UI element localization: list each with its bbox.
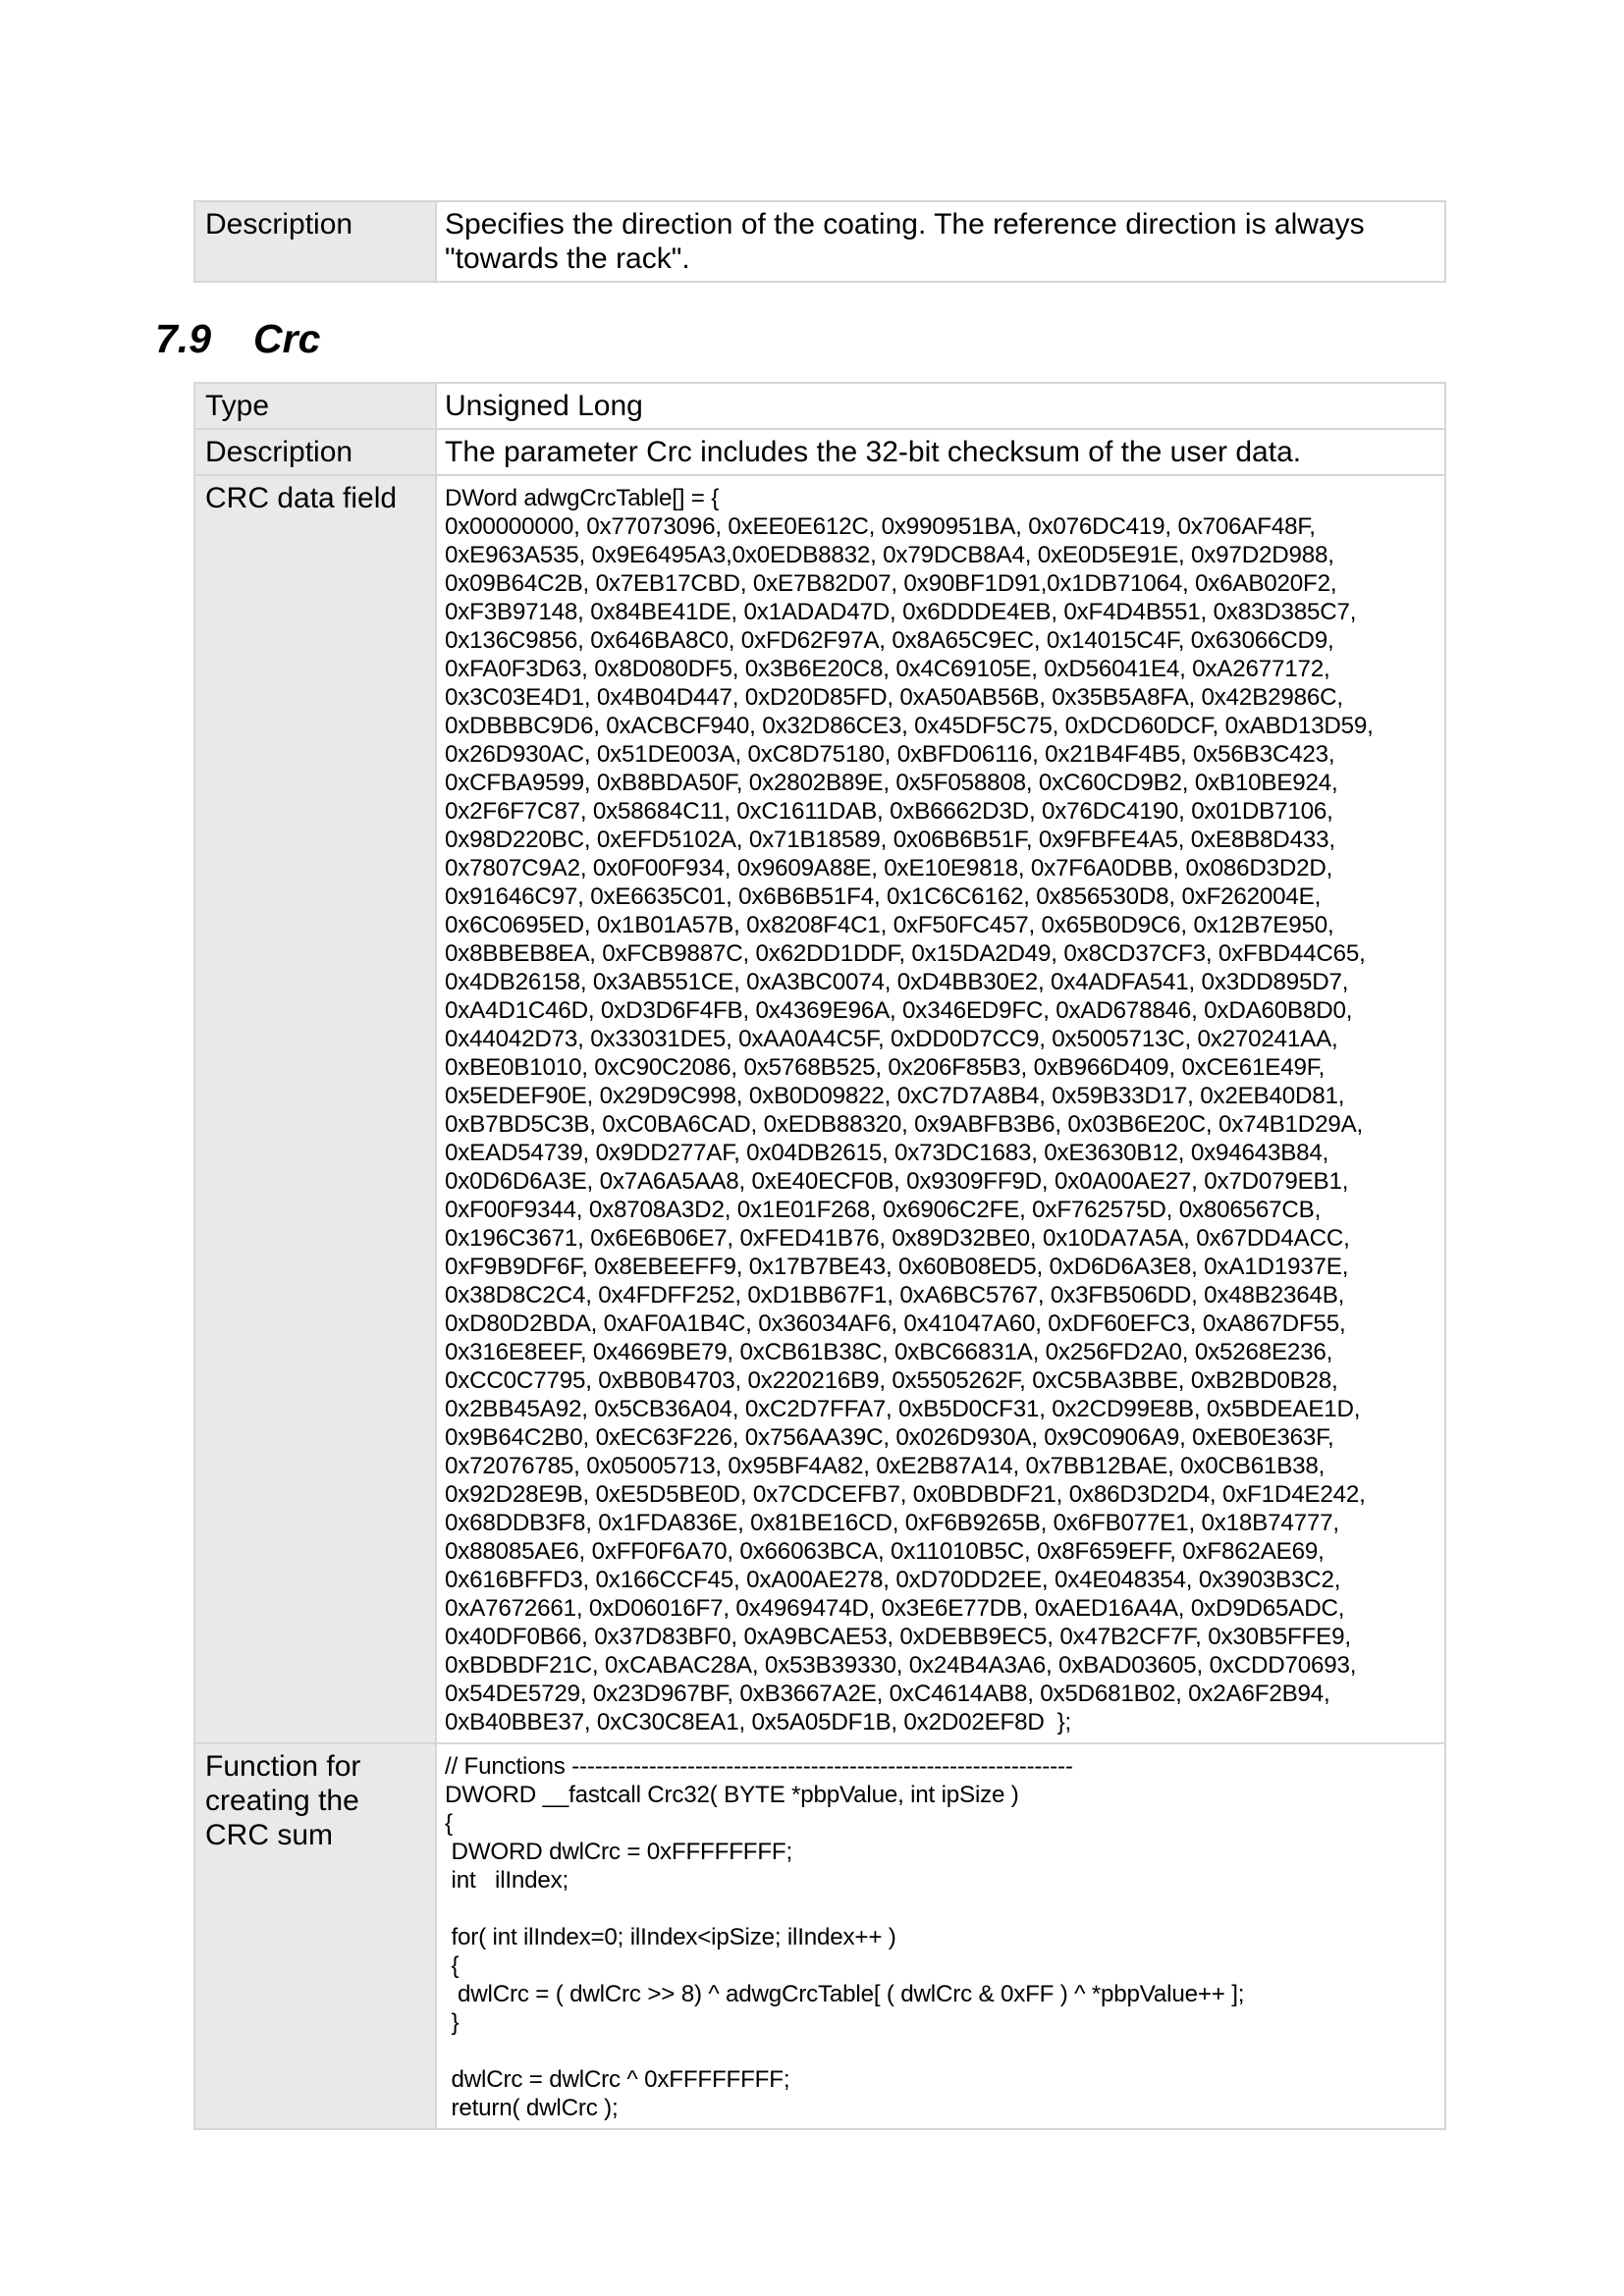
code-line: 0x38D8C2C4, 0x4FDFF252, 0xD1BB67F1, 0xA6BC5767, 0x3FB506DD, 0x48B2364B, [445, 1282, 1345, 1308]
section-heading [155, 316, 320, 362]
code-line: 0x0D6D6A3E, 0x7A6A5AA8, 0xE40ECF0B, 0x9309FF9D, 0x0A00AE27, 0x7D079EB1, [445, 1168, 1349, 1195]
code-line: 0x7807C9A2, 0x0F00F934, 0x9609A88E, 0xE10E9818, 0x7F6A0DBB, 0x086D3D2D, [445, 855, 1333, 881]
section-number: 7.9 [155, 316, 211, 361]
table-row [194, 383, 1445, 429]
code-line: 0x40DF0B66, 0x37D83BF0, 0xA9BCAE53, 0xDEBB9EC5, 0x47B2CF7F, 0x30B5FFE9, [445, 1624, 1351, 1650]
table-row [194, 429, 1445, 475]
code-line: 0x196C3671, 0x6E6B06E7, 0xFED41B76, 0x89D32BE0, 0x10DA7A5A, 0x67DD4ACC, [445, 1225, 1350, 1252]
code-line: 0x98D220BC, 0xEFD5102A, 0x71B18589, 0x06B6B51F, 0x9FBFE4A5, 0xE8B8D433, [445, 827, 1335, 853]
code-line: 0xA4D1C46D, 0xD3D6F4FB, 0x4369E96A, 0x346ED9FC, 0xAD678846, 0xDA60B8D0, [445, 997, 1353, 1024]
code-line: 0x8BBEB8EA, 0xFCB9887C, 0x62DD1DDF, 0x15DA2D49, 0x8CD37CF3, 0xFBD44C65, [445, 940, 1366, 967]
code-line [445, 1895, 1436, 1923]
code-line [445, 2037, 1436, 2065]
code-line: 0xE963A535, 0x9E6495A3,0x0EDB8832, 0x79DCB8A4, 0xE0D5E91E, 0x97D2D988, [445, 542, 1334, 568]
code-line: dwlCrc = dwlCrc ^ 0xFFFFFFFF; [445, 2066, 790, 2093]
code-line: 0x54DE5729, 0x23D967BF, 0xB3667A2E, 0xC4614AB8, 0x5D681B02, 0x2A6F2B94, [445, 1681, 1330, 1707]
code-line: 0x616BFFD3, 0x166CCF45, 0xA00AE278, 0xD70DD2EE, 0x4E048354, 0x3903B3C2, [445, 1567, 1341, 1593]
code-line: 0x68DDB3F8, 0x1FDA836E, 0x81BE16CD, 0xF6B9265B, 0x6FB077E1, 0x18B74777, [445, 1510, 1339, 1536]
code-line: 0x136C9856, 0x646BA8C0, 0xFD62F97A, 0x8A65C9EC, 0x14015C4F, 0x63066CD9, [445, 627, 1334, 654]
code-line: 0x09B64C2B, 0x7EB17CBD, 0xE7B82D07, 0x90BF1D91,0x1DB71064, 0x6AB020F2, [445, 570, 1337, 597]
code-line: DWORD dwlCrc = 0xFFFFFFFF; [445, 1839, 793, 1865]
code-line: 0x26D930AC, 0x51DE003A, 0xC8D75180, 0xBFD06116, 0x21B4F4B5, 0x56B3C423, [445, 741, 1335, 768]
code-line: 0x92D28E9B, 0xE5D5BE0D, 0x7CDCEFB7, 0x0BDBDF21, 0x86D3D2D4, 0xF1D4E242, [445, 1481, 1366, 1508]
code-line: 0xB40BBE37, 0xC30C8EA1, 0x5A05DF1B, 0x2D02EF8D }; [445, 1709, 1072, 1735]
code-line: int ilIndex; [445, 1867, 569, 1894]
code-line: 0xD80D2BDA, 0xAF0A1B4C, 0x36034AF6, 0x41047A60, 0xDF60EFC3, 0xA867DF55, [445, 1310, 1346, 1337]
code-line: 0xA7672661, 0xD06016F7, 0x4969474D, 0x3E6E77DB, 0xAED16A4A, 0xD9D65ADC, [445, 1595, 1345, 1622]
crc-function-code [436, 1743, 1445, 2129]
code-line: } [445, 2009, 460, 2036]
code-line: { [445, 1810, 453, 1837]
description-value [436, 201, 1445, 282]
code-line: 0xDBBBC9D6, 0xACBCF940, 0x32D86CE3, 0x45DF5C75, 0xDCD60DCF, 0xABD13D59, [445, 713, 1374, 739]
code-line: 0x72076785, 0x05005713, 0x95BF4A82, 0xE2B87A14, 0x7BB12BAE, 0x0CB61B38, [445, 1453, 1326, 1479]
code-line: return( dwlCrc ); [445, 2095, 619, 2121]
code-line: 0xBE0B1010, 0xC90C2086, 0x5768B525, 0x206F85B3, 0xB966D409, 0xCE61E49F, [445, 1054, 1326, 1081]
crc-parameter-table [193, 382, 1446, 2130]
coating-direction-table [193, 200, 1446, 283]
code-line: 0x6C0695ED, 0x1B01A57B, 0x8208F4C1, 0xF50FC457, 0x65B0D9C6, 0x12B7E950, [445, 912, 1334, 938]
function-label: Function for creating the CRC sum [194, 1743, 436, 2129]
table-row [194, 475, 1445, 1743]
section-title: Crc [253, 316, 321, 361]
code-line: 0x316E8EEF, 0x4669BE79, 0xCB61B38C, 0xBC66831A, 0x256FD2A0, 0x5268E236, [445, 1339, 1333, 1365]
code-line: 0x91646C97, 0xE6635C01, 0x6B6B51F4, 0x1C6C6162, 0x856530D8, 0xF262004E, [445, 883, 1322, 910]
code-line: 0xCC0C7795, 0xBB0B4703, 0x220216B9, 0x5505262F, 0xC5BA3BBE, 0xB2BD0B28, [445, 1367, 1338, 1394]
description-line-1: Specifies the direction of the coating. The reference direction is always [445, 208, 1365, 240]
code-line: { [445, 1952, 460, 1979]
code-line: 0xF9B9DF6F, 0x8EBEEFF9, 0x17B7BE43, 0x60B08ED5, 0xD6D6A3E8, 0xA1D1937E, [445, 1254, 1349, 1280]
code-line: 0x44042D73, 0x33031DE5, 0xAA0A4C5F, 0xDD0D7CC9, 0x5005713C, 0x270241AA, [445, 1026, 1338, 1052]
crc-description-label: Description [194, 429, 436, 475]
code-line: 0x3C03E4D1, 0x4B04D447, 0xD20D85FD, 0xA50AB56B, 0x35B5A8FA, 0x42B2986C, [445, 684, 1343, 711]
code-line: 0x00000000, 0x77073096, 0xEE0E612C, 0x990951BA, 0x076DC419, 0x706AF48F, [445, 513, 1316, 540]
code-line: 0x9B64C2B0, 0xEC63F226, 0x756AA39C, 0x026D930A, 0x9C0906A9, 0xEB0E363F, [445, 1424, 1334, 1451]
type-value: Unsigned Long [436, 383, 1445, 429]
description-line-2: "towards the rack". [445, 242, 690, 275]
code-line: 0xFA0F3D63, 0x8D080DF5, 0x3B6E20C8, 0x4C69105E, 0xD56041E4, 0xA2677172, [445, 656, 1330, 682]
table-row [194, 1743, 1445, 2129]
crc-description-value: The parameter Crc includes the 32-bit checksum of the user data. [436, 429, 1445, 475]
code-line: 0xCFBA9599, 0xB8BDA50F, 0x2802B89E, 0x5F058808, 0xC60CD9B2, 0xB10BE924, [445, 770, 1338, 796]
crc-data-field-label: CRC data field [194, 475, 436, 1743]
code-line: 0x5EDEF90E, 0x29D9C998, 0xB0D09822, 0xC7D7A8B4, 0x59B33D17, 0x2EB40D81, [445, 1083, 1345, 1109]
code-line: 0xBDBDF21C, 0xCABAC28A, 0x53B39330, 0x24B4A3A6, 0xBAD03605, 0xCDD70693, [445, 1652, 1357, 1679]
code-line: 0xF3B97148, 0x84BE41DE, 0x1ADAD47D, 0x6DDDE4EB, 0xF4D4B551, 0x83D385C7, [445, 599, 1357, 625]
code-line: 0x88085AE6, 0xFF0F6A70, 0x66063BCA, 0x11010B5C, 0x8F659EFF, 0xF862AE69, [445, 1538, 1325, 1565]
code-line: 0x4DB26158, 0x3AB551CE, 0xA3BC0074, 0xD4BB30E2, 0x4ADFA541, 0x3DD895D7, [445, 969, 1349, 995]
code-line: 0x2F6F7C87, 0x58684C11, 0xC1611DAB, 0xB6662D3D, 0x76DC4190, 0x01DB7106, [445, 798, 1333, 825]
code-line: 0xF00F9344, 0x8708A3D2, 0x1E01F268, 0x6906C2FE, 0xF762575D, 0x806567CB, [445, 1197, 1322, 1223]
type-label: Type [194, 383, 436, 429]
crc-table-code [436, 475, 1445, 1743]
code-line: 0x2BB45A92, 0x5CB36A04, 0xC2D7FFA7, 0xB5D0CF31, 0x2CD99E8B, 0x5BDEAE1D, [445, 1396, 1361, 1422]
code-line: 0xEAD54739, 0x9DD277AF, 0x04DB2615, 0x73DC1683, 0xE3630B12, 0x94643B84, [445, 1140, 1329, 1166]
code-line: // Functions ----------------------------------------------------------------- [445, 1753, 1073, 1780]
code-line: dwlCrc = ( dwlCrc >> 8) ^ adwgCrcTable[ ( dwlCrc & 0xFF ) ^ *pbpValue++ ]; [445, 1981, 1245, 2007]
code-line: for( int ilIndex=0; ilIndex<ipSize; ilIndex++ ) [445, 1924, 896, 1950]
description-label: Description [194, 201, 436, 282]
code-line: DWORD __fastcall Crc32( BYTE *pbpValue, int ipSize ) [445, 1782, 1019, 1808]
table-row [194, 201, 1445, 282]
code-line: DWord adwgCrcTable[] = { [445, 485, 720, 511]
code-line: 0xB7BD5C3B, 0xC0BA6CAD, 0xEDB88320, 0x9ABFB3B6, 0x03B6E20C, 0x74B1D29A, [445, 1111, 1364, 1138]
